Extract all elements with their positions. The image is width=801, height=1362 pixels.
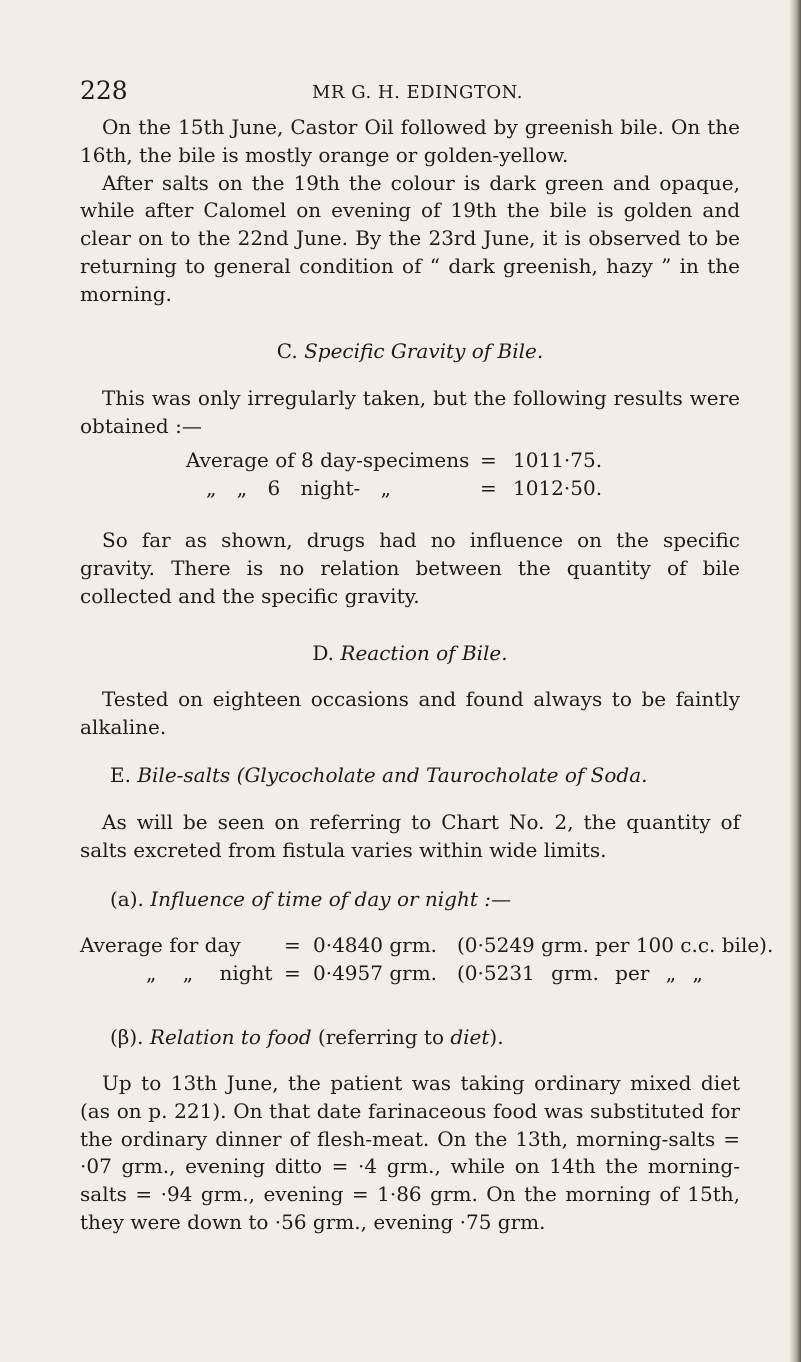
heading-time-of-day: [110, 886, 740, 914]
sg-day-value: 1011·75.: [513, 448, 603, 472]
running-head: MR G. H. EDINGTON.: [312, 82, 523, 103]
heading-a-title: Influence of time of day or night :—: [150, 887, 511, 911]
avg-night-label: „ „ night: [146, 961, 273, 985]
paragraph-chart-no2: As will be seen on referring to Chart No. 2, the quantity of salts excreted from fistula varies within wide limits.: [80, 810, 740, 862]
sg-night-value: 1012·50.: [513, 476, 603, 500]
page-edge-shadow: [789, 0, 801, 1362]
heading-c-label: C.: [276, 339, 298, 363]
heading-e-label: E.: [110, 763, 131, 787]
sg-day-value-wrap: [513, 448, 602, 472]
page-number: 228: [80, 76, 128, 105]
heading-e-title: Bile-salts (Glycocholate and Taurocholate of Soda.: [137, 763, 648, 787]
heading-b-label: (β).: [110, 1025, 144, 1049]
avg-night-note-wrap: [457, 961, 703, 985]
sg-day-eq-wrap: [480, 448, 497, 472]
block-relation-to-food: [80, 1070, 740, 1237]
avg-night-note: (0·5231 grm. per „ „: [457, 961, 703, 985]
heading-c-title: Specific Gravity of Bile.: [304, 339, 544, 363]
sg-night-eq: =: [480, 476, 497, 500]
heading-b-tail-post: ).: [489, 1025, 504, 1049]
sg-day-label: Average of 8 day-specimens: [186, 448, 470, 472]
heading-d-title: Reaction of Bile.: [340, 641, 508, 665]
paragraph-salts-calomel: After salts on the 19th the colour is dark green and opaque, while after Calomel on evening of 19th the bile is golden and clear on to the 22nd June. By the 23rd June, it is observed to be returning to general condition of “ dark greenish, hazy ” in the morning.: [80, 170, 740, 306]
heading-relation-to-food: [110, 1024, 740, 1052]
avg-day-label-wrap: [80, 933, 241, 957]
avg-night-value: 0·4957 grm.: [313, 961, 438, 985]
sg-row-night: [206, 476, 391, 500]
heading-b-tail-pre: (referring to: [317, 1025, 444, 1049]
heading-bile-salts: [110, 762, 740, 790]
block-drugs-influence: [80, 527, 740, 610]
avg-day-note-wrap: [457, 933, 773, 957]
block-bile-colour: [80, 114, 740, 309]
paragraph-no-relation: So far as shown, drugs had no influence on the specific gravity. There is no relation between the quantity of bile collected and the specific gravity.: [80, 528, 740, 608]
paragraph-castor-oil: On the 15th June, Castor Oil followed by greenish bile. On the 16th, the bile is mostly orange or golden-yellow.: [80, 115, 740, 167]
block-specific-gravity: [80, 385, 740, 441]
avg-day-eq-wrap: [284, 933, 301, 957]
heading-b-tail-diet: diet: [450, 1025, 490, 1049]
avg-day-value-wrap: [313, 933, 437, 957]
avg-night-label-wrap: [146, 961, 272, 985]
paragraph-tested: Tested on eighteen occasions and found always to be faintly alkaline.: [80, 687, 740, 739]
sg-night-eq-wrap: [480, 476, 497, 500]
avg-day-note: (0·5249 grm. per 100 c.c. bile).: [457, 933, 774, 957]
heading-b-title: Relation to food: [149, 1025, 312, 1049]
heading-reaction: [80, 640, 740, 668]
block-reaction: [80, 686, 740, 742]
sg-night-label: „ „ 6 night- „: [206, 476, 391, 500]
heading-d-label: D.: [312, 641, 335, 665]
heading-a-label: (a).: [110, 887, 144, 911]
sg-row-day: [186, 448, 469, 472]
block-bile-salts: [80, 809, 740, 865]
paragraph-diet: Up to 13th June, the patient was taking ordinary mixed diet (as on p. 221). On that date farinaceous food was substituted for the ordinary dinner of flesh-meat. On the 13th, morning-salts = ·07 grm., evening ditto = ·4 grm., while on 14th the morning-salts = ·94 grm., evening = 1·86 grm. On the morning of 15th, they were down to ·56 grm., evening ·75 grm.: [80, 1071, 740, 1234]
heading-specific-gravity: [80, 338, 740, 366]
paragraph-irregularly-taken: This was only irregularly taken, but the following results were obtained :—: [80, 386, 740, 438]
avg-night-value-wrap: [313, 961, 437, 985]
avg-day-label: Average for day: [80, 933, 241, 957]
sg-night-value-wrap: [513, 476, 602, 500]
avg-day-eq: =: [284, 933, 301, 957]
avg-night-eq: =: [284, 961, 301, 985]
sg-day-eq: =: [480, 448, 497, 472]
avg-day-value: 0·4840 grm.: [313, 933, 438, 957]
avg-night-eq-wrap: [284, 961, 301, 985]
